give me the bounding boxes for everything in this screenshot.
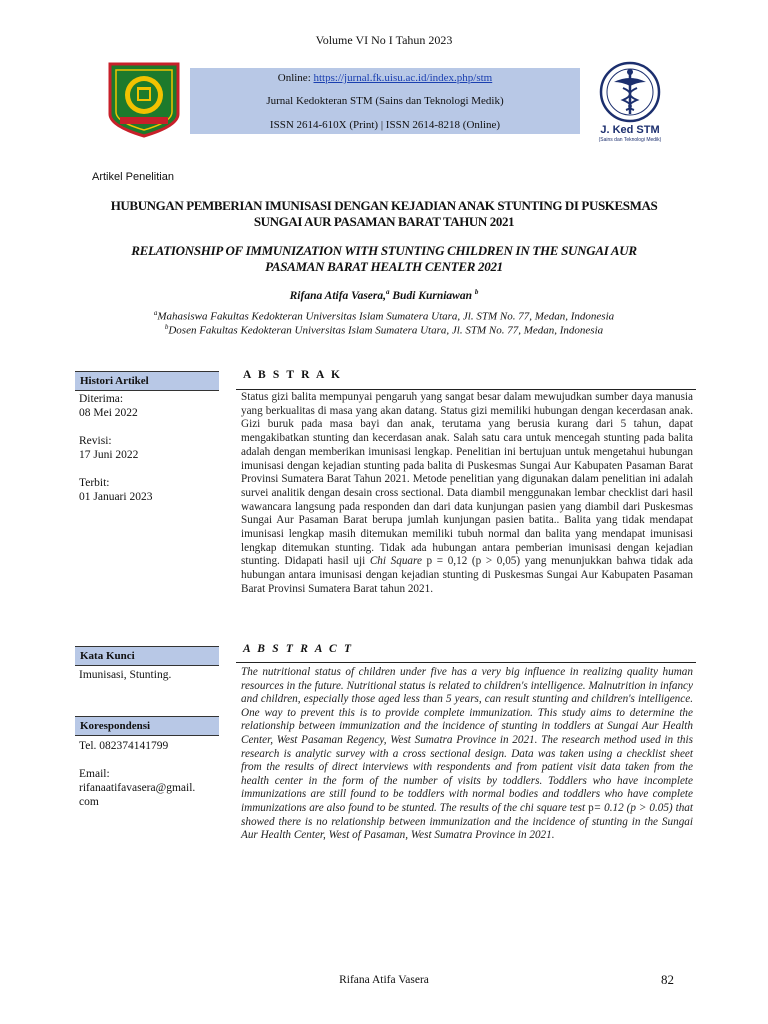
affiliation-b [0,323,768,337]
affiliation-b-sup: b [164,323,169,331]
received-label: Diterima: [79,393,124,405]
abstrak-rule [236,389,696,390]
journal-logo-text: J. Ked STM [600,124,660,136]
revised-label: Revisi: [79,435,112,447]
title-indonesian-line-1: HUBUNGAN PEMBERIAN IMUNISASI DENGAN KEJADIAN ANAK STUNTING DI PUSKESMAS [110,198,658,213]
abstrak-chi-square: Chi Square [369,555,422,568]
history-heading: Histori Artikel [75,371,219,391]
affiliation-a-sup: a [153,309,158,317]
affiliation-a [0,309,768,323]
abstract-p-value: p [588,801,594,814]
page-number: 82 [661,972,674,987]
university-logo [108,62,180,138]
email-label: Email: [79,768,110,780]
affiliation-b-text: Dosen Fakultas Kedokteran Universitas Islam Sumatera Utara, Jl. STM No. 77, Medan, Indonesia [168,324,604,337]
online-label: Online: [277,72,314,84]
title-english-line-1: RELATIONSHIP OF IMMUNIZATION WITH STUNTING CHILDREN IN THE SUNGAI AUR [131,243,637,258]
issn-line: ISSN 2614-610X (Print) | ISSN 2614-8218 (Online) [269,119,501,131]
abstrak-text [241,391,693,597]
title-indonesian [80,198,688,230]
authors [0,288,768,302]
volume-header: Volume VI No I Tahun 2023 [315,33,453,47]
keywords: Imunisasi, Stunting. [79,669,172,681]
title-english [80,243,688,275]
correspondence-heading: Korespondensi [75,716,219,736]
abstract-rule [236,662,696,663]
phone: Tel. 082374141799 [79,740,169,752]
abstract-text [241,666,693,843]
abstrak-body-end: p = 0,12 (p > 0,05) yang menunjukkan bahwa tidak ada hubungan antara imunisasi dengan kejadian stunting di Puskesmas Sungai Aur Kabupaten Pasaman Barat Provinsi Sumatera Barat tahun 2021. [241,555,693,595]
published-label: Terbit: [79,477,110,489]
title-english-line-2: PASAMAN BARAT HEALTH CENTER 2021 [265,259,503,274]
abstrak-body: Status gizi balita mempunyai pengaruh yang sangat besar dalam mewujudkan sumber daya manusia yang berkualitas di masa yang akan datang. Status gizi memiliki hubungan dengan kecerdasan anak. Gizi buruk pada masa bayi dan anak, terutama yang berusia kurang dari 5 tahun, dapat mengakibatkan stunting dan kecerdasan anak. Salah satu cara untuk mencegah stunting pada balita adalah dengan memberikan imunisasi lengkap. Penelitian ini bertujuan untuk mengetahui hubungan imunisasi dengan kejadian stunting pada balita di Puskesmas Sungai Aur Kabupaten Pasaman Barat Provinsi Sumatera Barat Tahun 2021. Metode penelitian yang digunakan dalam penelitian ini adalah survei analitik dengan desain cross sectional. Data diambil menggunakan lembar checklist dari hasil wawancara langsung pada responden dan dari data kunjungan pasien yang diambil dari Puskesmas Sungai Aur Pasaman Barat berupa jumlah kunjungan pasien batita.. Balita yang tidak mendapat imunisasi lengkap masih ditemukan memiliki tubuh normal dan balita yang mendapat imunisasi lengkap ditemukan stunting. Tidak ada hubungan antara pemberian imunisasi dengan kejadian stunting. Didapati hasil uji [241,391,693,568]
email-line-1[interactable]: rifanaatifavasera@gmail. [79,782,196,794]
published-date: 01 Januari 2023 [79,491,153,503]
author-1: Rifana Atifa Vasera, [289,289,387,302]
author-1-sup: a [386,288,390,296]
abstract-body: The nutritional status of children under five has a very big influence in realizing quality human resources in the future. Nutritional status is related to children's intelligence. Malnutrition in infancy and children, especially those aged less than 5 years, can result stunting and children's intelligence. One way to prevent this is to provide complete immunization. This study aims to determine the relationship between immunization and the incidence of stunting in toddlers at Sungai Aur Health Center, West Pasaman Regency, West Sumatra Province in 2021. The research method used in this research is analytic survey with a cross sectional design. Data was taken using a checklist sheet from the results of direct interviews with respondents and from patient visit data taken from the health center in the form of the number of visits by toddlers. Toddlers who have incomplete immunizations are still found to be toddlers with normal bodies and toddlers who have complete immunizations are also found to be stunted. The results of the chi square test [241,666,693,814]
abstract-heading: A B S T R A C T [243,643,354,655]
journal-url-link[interactable]: https://jurnal.fk.uisu.ac.id/index.php/stm [313,72,493,84]
journal-info-box [190,68,580,134]
email-line-2[interactable]: com [79,796,99,808]
abstrak-heading: A B S T R A K [243,369,343,381]
journal-name: Jurnal Kedokteran STM (Sains dan Teknologi Medik) [266,95,504,107]
title-indonesian-line-2: SUNGAI AUR PASAMAN BARAT TAHUN 2021 [253,214,515,229]
footer-author: Rifana Atifa Vasera [339,974,429,986]
received-date: 08 Mei 2022 [79,407,138,419]
journal-logo-subtext: (Sains dan Teknologi Medik) [598,137,662,143]
journal-logo [590,60,670,146]
caduceus-icon [590,60,670,124]
keywords-heading: Kata Kunci [75,646,219,666]
affiliation-a-text: Mahasiswa Fakultas Kedokteran Universitas Islam Sumatera Utara, Jl. STM No. 77, Medan, Indonesia [157,310,615,323]
article-type: Artikel Penelitian [92,171,174,183]
author-2: Budi Kurniawan [389,289,475,302]
abstract-body-end: = 0.12 (p > 0.05) that showed there is no relationship between immunization and the incidence of stunting in the Sungai Aur Health Center, West of Pasaman, West Sumatra Province in 2021. [241,801,693,842]
author-2-sup: b [474,288,479,296]
revised-date: 17 Juni 2022 [79,449,139,461]
